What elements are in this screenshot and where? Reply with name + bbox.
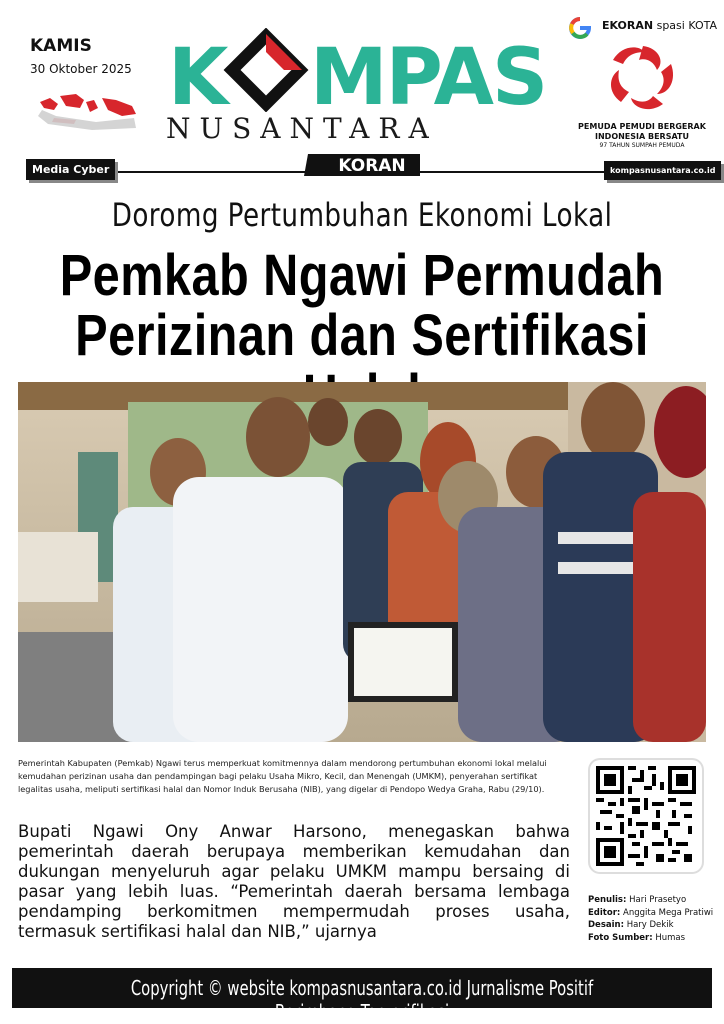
foto-label: Foto Sumber: xyxy=(588,932,653,943)
editor-value: Anggita Mega Pratiwi xyxy=(623,907,714,918)
pemuda-subtitle: 97 TAHUN SUMPAH PEMUDA xyxy=(599,142,685,149)
media-cyber-badge: Media Cyber xyxy=(26,159,115,180)
credits-block xyxy=(588,894,714,944)
foto-value: Humas xyxy=(655,932,686,943)
masthead-logo xyxy=(168,28,568,112)
day-label: KAMIS xyxy=(30,36,92,56)
date-label: 30 Oktober 2025 xyxy=(30,62,132,76)
koran-badge-label: KORAN xyxy=(338,156,406,176)
website-badge[interactable]: kompasnusantara.co.id xyxy=(604,161,721,180)
ekoran-label xyxy=(602,19,717,32)
editor-label: Editor: xyxy=(588,907,621,918)
credit-editor xyxy=(588,907,714,920)
desain-label: Desain: xyxy=(588,920,624,930)
pemuda-tagline xyxy=(572,122,712,142)
indonesia-map-icon xyxy=(36,88,140,132)
masthead-subtitle: NUSANTARA xyxy=(166,112,438,145)
headline-line-1: Pemkab Ngawi Permudah xyxy=(59,243,665,308)
article-photo xyxy=(18,382,706,742)
ekoran-bold: EKORAN xyxy=(602,19,654,32)
article-body: Bupati Ngawi Ony Anwar Harsono, menegaskan bahwa pemerintah daerah berupaya memberikan kemudahan dan dukungan menyeluruh agar pelaku UMKM mampu bersaing di pasar yang lebih luas. “Pemerintah daerah bersama lembaga pendamping berkomitmen mempermudah proses usaha, termasuk sertifikasi halal dan NIB,” ujarnya xyxy=(18,822,570,941)
google-icon xyxy=(568,16,592,40)
qr-code-icon[interactable] xyxy=(596,766,696,866)
photo-caption: Pemerintah Kabupaten (Pemkab) Ngawi terus memperkuat komitmennya dalam mendorong pertumbuhan ekonomi lokal melalui kemudahan perizinan usaha dan pendampingan bagi pelaku Usaha Mikro, Kecil, dan Menengah (UMKM), penyerahan sertifikat legalitas usaha, meliputi sertifikasi halal dan Nomor Induk Berusaha (NIB), yang digelar di Pendopo Wedya Graha, Rabu (29/10). xyxy=(18,758,547,794)
pemuda-line-1: PEMUDA PEMUDI BERGERAK xyxy=(578,122,706,131)
pemuda-line-2: INDONESIA BERSATU xyxy=(595,132,689,141)
credit-penulis xyxy=(588,894,714,907)
desain-value: Hary Dekik xyxy=(626,920,674,930)
penulis-label: Penulis: xyxy=(588,895,627,905)
svg-text:MPAS: MPAS xyxy=(310,33,547,112)
credit-desain xyxy=(588,919,714,932)
credit-foto xyxy=(588,932,714,945)
svg-text:K: K xyxy=(168,33,227,112)
penulis-value: Hari Prasetyo xyxy=(629,895,687,905)
ekoran-rest: spasi KOTA xyxy=(653,19,717,32)
koran-badge xyxy=(304,150,422,180)
pemuda-logo-icon xyxy=(604,42,682,114)
article-kicker: Doromg Pertumbuhan Ekonomi Lokal xyxy=(111,196,613,234)
headline-line-2: Perizinan dan Sertifikasi xyxy=(75,303,649,368)
footer-copyright: Copyright © website kompasnusantara.co.id Jurnalisme Positif Berimbang Terverifikasi xyxy=(130,976,594,1024)
